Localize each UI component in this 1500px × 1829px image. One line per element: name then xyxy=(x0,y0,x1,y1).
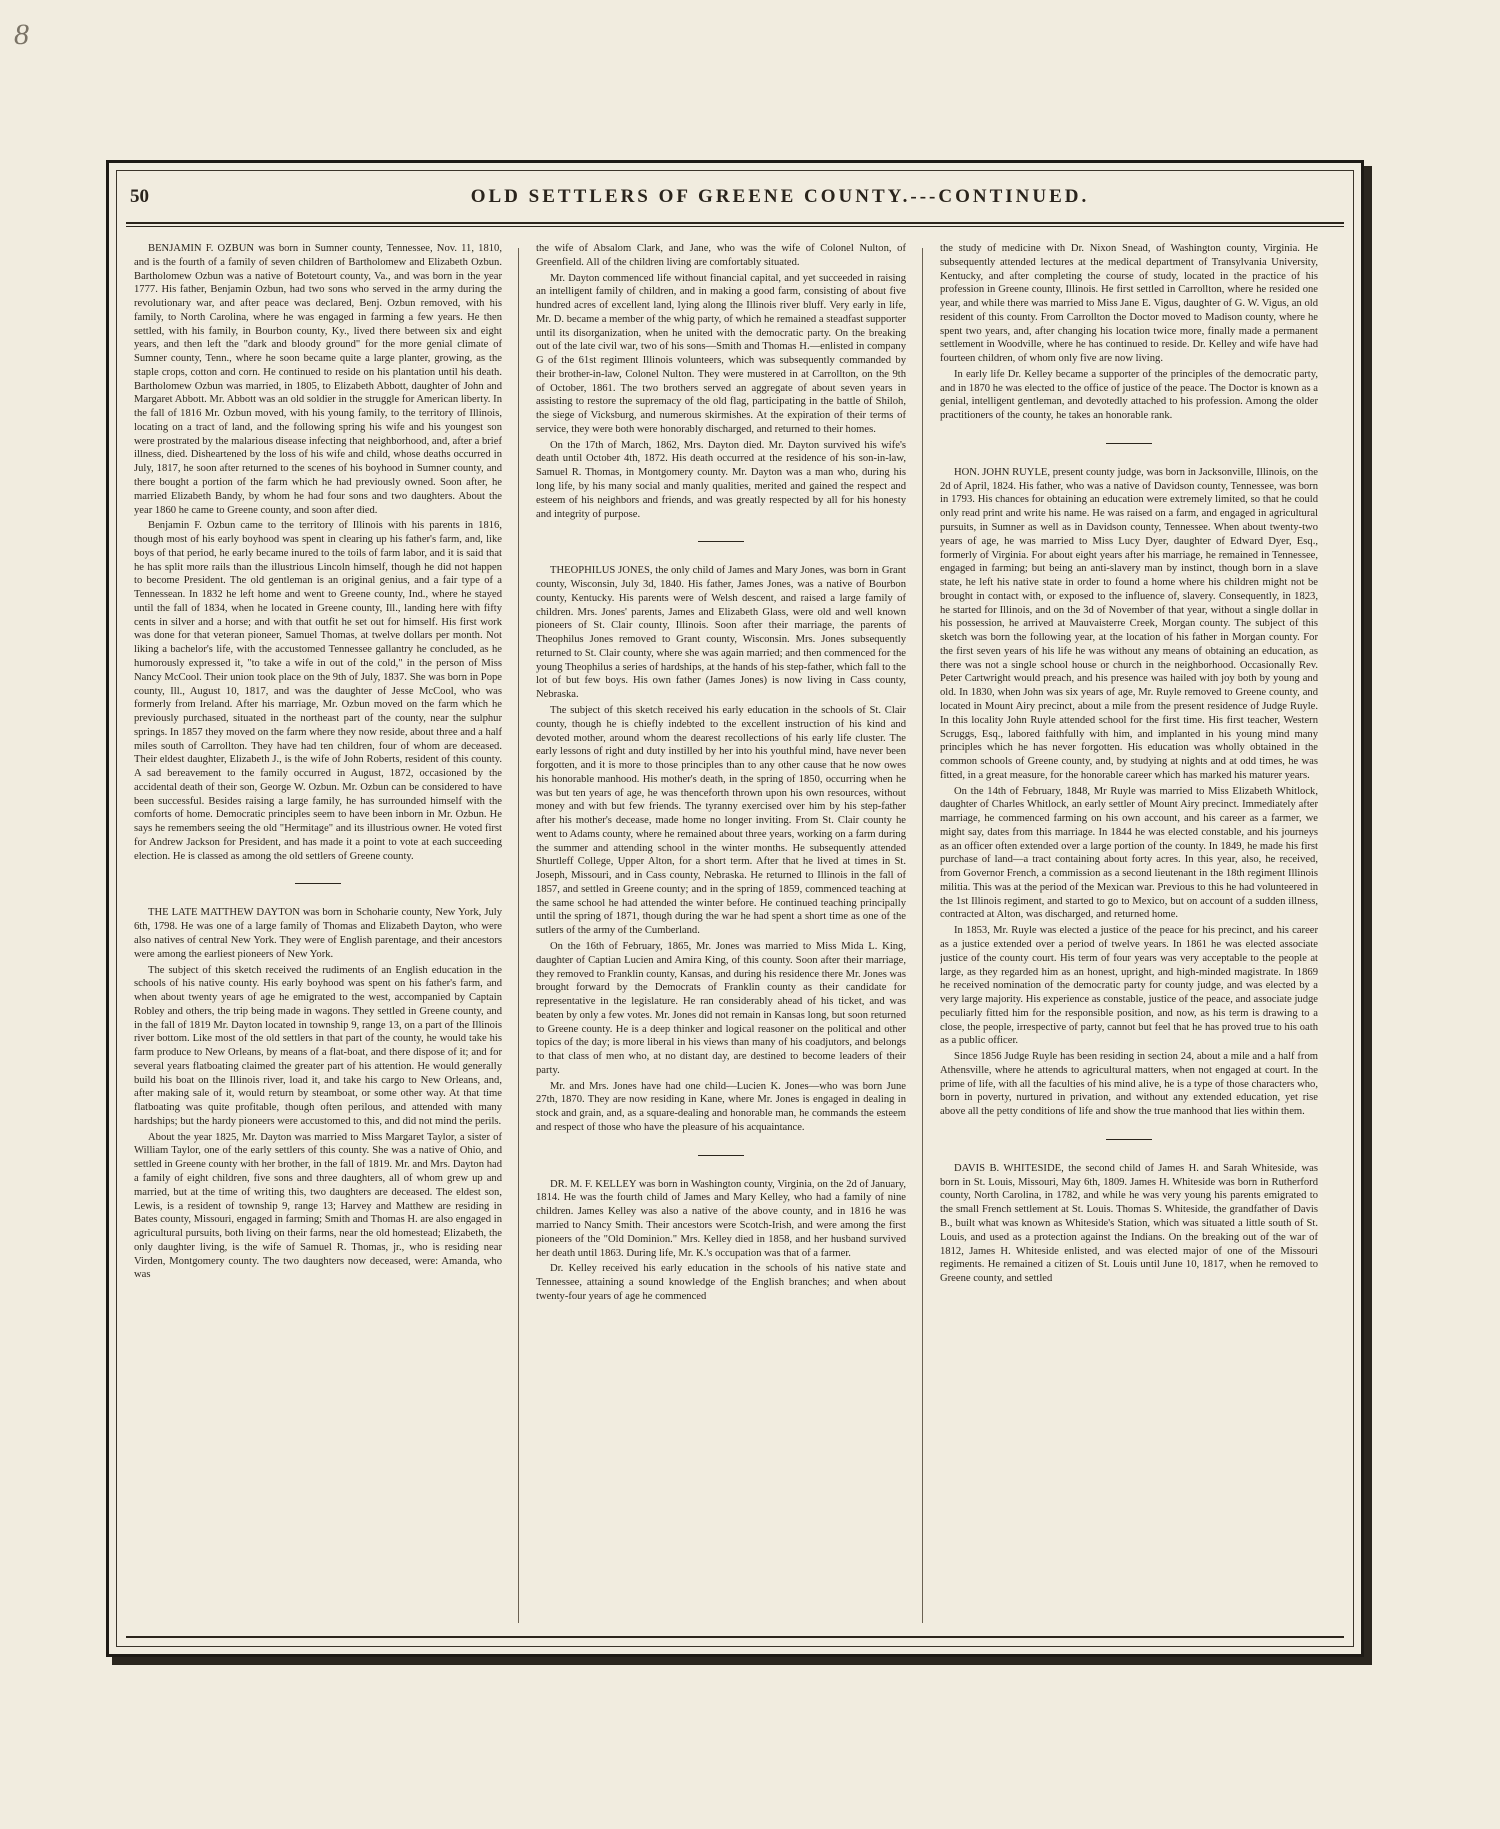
column-divider-2 xyxy=(922,248,923,1623)
article-separator xyxy=(1106,443,1152,444)
paragraph: The subject of this sketch received the rudiments of an English education in the schools of his native county. His early boyhood was spent on his father's farm, and when about twenty years of age he emigrated to the west, accompanied by Captain Robley and others, the trip being made in wagons. They settled in Greene county, and in the fall of 1819 Mr. Dayton located in township 9, range 13, on a part of the Illinois river bottom. Like most of the old settlers in that part of the county, he would take his farm produce to New Orleans, by means of a flat-boat, and there dispose of it; and for several years flatboating claimed the greater part of his attention. He would generally build his boat on the Illinois river, load it, and take his cargo to New Orleans, and, after making sale of it, would return by steamboat, or some other way. At that time flatboating was quite profitable, though often perilous, and attended with many hardships; but the hardy pioneers were accustomed to this, and did not mind the perils. xyxy=(134,964,502,1127)
paragraph: BENJAMIN F. OZBUN was born in Sumner county, Tennessee, Nov. 11, 1810, and is the fourth of a family of seven children of Bartholomew and Elizabeth Ozbun. Bartholomew Ozbun was a native of Botetourt county, Va., and was born in the year 1777. His father, Benjamin Ozbun, had two sons who served in the army during the revolutionary war, and after peace was declared, Benj. Ozbun removed, with his family, to North Carolina, where he was engaged in farming a few years. He then settled, with his family, in Bourbon county, Ky., lived there between six and eight years, and then left the "dark and bloody ground" for the more genial climate of Sumner county, Tenn., where he soon became quite a large planter, growing, as the staple crops, cotton and corn. He continued to reside on his plantation until his death. Bartholomew Ozbun was married, in 1805, to Elizabeth Abbott, daughter of John and Margaret Abbott. Mr. Abbott was an old soldier in the struggle for American liberty. In the fall of 1816 Mr. Ozbun moved, with his young family, to the territory of Illinois, locating on a tract of land, and the following spring his wife and his youngest son were prostrated by the malarious disease infecting that neighborhood, and, after a brief illness, died. Disheartened by the loss of his wife and child, whose deaths occurred in July, 1817, he soon after returned to the scenes of his boyhood in Sumner county, and there bought a portion of the farm which he had previously owned. Soon after, he married Elizabeth Bandy, by whom he had four sons and two daughters. About the year 1860 he came to Greene county, and soon after died. xyxy=(134,243,502,516)
page-title: OLD SETTLERS OF GREENE COUNTY.---CONTINUED. xyxy=(470,186,1090,207)
paragraph: On the 14th of February, 1848, Mr Ruyle was married to Miss Elizabeth Whitlock, daughter of Charles Whitlock, an early settler of Mount Airy precinct. Immediately after marriage, he commenced farming on his own account, and his career as a farmer, we might say, dates from this marriage. In 1844 he was elected constable, and his journeys as an officer often extended over a large portion of the county. In 1849, he made his first purchase of land—a tract containing about forty acres. In this year, also, he received, from Governor French, a commission as a second lieutenant in the 18th regiment Illinois militia. This was at the period of the Mexican war. Previous to this he had volunteered in the 1st Illinois regiment, and started to go to Mexico, but on account of a sudden illness, contracted at Alton, was discharged, and returned home. xyxy=(940,785,1318,921)
paragraph: HON. JOHN RUYLE, present county judge, was born in Jacksonville, Illinois, on the 2d of April, 1824. His father, who was a native of Davidson county, Tennessee, was born in 1793. His chances for obtaining an education were extremely limited, so that he could only read print and write his name. He was raised on a farm, and engaged in agricultural pursuits, in Sumner as well as in Davidson county, Tennessee. When about twenty-two years of age, he was married to Miss Lucy Dyer, daughter of Edward Dyer, Esq., formerly of Virginia. For about eight years after his marriage, he remained in Tennessee, engaged in farming; but being an anti-slavery man by instinct, though born in a slave state, he left his native state in order to found a home where his children might not be brought in contact with, or exposed to the influence of, slavery. Consequently, in 1823, he started for Illinois, and on the 3d of November of that year, without a single dollar in his possession, he arrived at Mauvaisterre Creek, Morgan county. The subject of this sketch was born the following year, at the location of his father in Morgan county. For the first seven years of his life he was without any means of obtaining an education, as there was not a single school house or church in the neighborhood. Occasionally Rev. Peter Cartwright would preach, and his presence was hailed with joy both by young and old. In 1830, when John was six years of age, Mr. Ruyle removed to Greene county, and located in Mount Airy precinct, about a mile from the present residence of Judge Ruyle. In this locality John Ruyle attended school for the first time. His first teacher, Western Scruggs, Esq., labored faithfully with him, and implanted in his young mind many principles which he has never forgotten. His education was wholly obtained in the common schools of Greene county, and, by studying at nights and at odd times, he was fitted, in a great measure, for the honorable career which has marked his maturer years. xyxy=(940,466,1318,781)
frame-shadow-right xyxy=(1364,166,1372,1663)
paragraph: THEOPHILUS JONES, the only child of James and Mary Jones, was born in Grant county, Wisconsin, July 3d, 1840. His father, James Jones, was a native of Bourbon county, Kentucky. His parents were of Welsh descent, and raised a large family of children. Mrs. Jones' parents, James and Elizabeth Glass, were old and well known pioneers of St. Clair county, Illinois. Soon after their marriage, the parents of Theophilus Jones removed to Grant county, Wisconsin. Mrs. Jones subsequently returned to St. Clair county, where she was again married; and then commenced for the young Theophilus a series of hardships, at the hands of his step-father, which fall to the lot of but few boys. His own father (James Jones) is now living in Cass county, Nebraska. xyxy=(536,565,906,701)
paragraph: In 1853, Mr. Ruyle was elected a justice of the peace for his precinct, and his career as a justice extended over a period of twelve years. In 1861 he was elected associate justice of the county court. His term of four years was very acceptable to the people at large, as they regarded him as an honest, upright, and high-minded magistrate. In 1869 he received nomination of the democratic party for county judge, and was elected by a very large majority. His experience as constable, justice of the peace, and associate judge peculiarly fitted him for the responsible position, and now, as his term is drawing to a close, the people, irrespective of party, cannot but feel that he has proved true to his oath as a public officer. xyxy=(940,925,1318,1047)
paragraph: THE LATE MATTHEW DAYTON was born in Schoharie county, New York, July 6th, 1798. He was one of a large family of Thomas and Elizabeth Dayton, who were also natives of central New York. They were of English parentage, and their ancestors were among the earliest pioneers of New York. xyxy=(134,907,502,960)
paragraph: Mr. Dayton commenced life without financial capital, and yet succeeded in raising an intelligent family of children, and in making a good farm, consisting of about five hundred acres of excellent land, lying along the Illinois river bluff. Very early in life, Mr. D. became a member of the whig party, of which he remained a steadfast supporter until its disorganization, when he united with the democratic party. On the breaking out of the late civil war, two of his sons—Smith and Thomas H.—enlisted in company G of the 61st regiment Illinois volunteers, which was subsequently commanded by their brother-in-law, Colonel Nulton. They were mustered in at Carrollton, on the 9th of October, 1861. The two brothers served an aggregate of about seven years in assisting to restore the supremacy of the old flag, participating in the battle of Shiloh, the siege of Vicksburg, and numerous skirmishes. At the expiration of their terms of service, they were both were honorably discharged, and returned to their homes. xyxy=(536,272,906,435)
frame-shadow-bottom xyxy=(112,1657,1372,1665)
paragraph: DR. M. F. KELLEY was born in Washington county, Virginia, on the 2d of January, 1814. He was the fourth child of James and Mary Kelley, who had a family of nine children. James Kelley was also a native of the above county, and in 1816 he was married to Nancy Smith. Their ancestors were Scotch-Irish, and were among the first pioneers of the "Old Dominion." Mrs. Kelley died in 1858, and her husband survived her death until 1863. During life, Mr. K.'s occupation was that of a farmer. xyxy=(536,1178,906,1259)
paragraph: the study of medicine with Dr. Nixon Snead, of Washington county, Virginia. He subsequently attended lectures at the medical department of Transylvania University, Kentucky, and after completing the course of study, located in the practice of his profession in Greene county, Illinois. He first settled in Carrollton, where he resided one year, and while there was married to Miss Jane E. Vigus, daughter of G. W. Vigus, an old resident of this county. From Carrollton the Doctor moved to Madison county, where he spent two years, and, after changing his location twice more, finally made a permanent settlement in Woodville, where he has continued to reside. Dr. Kelley and wife have had fourteen children, of whom only five are now living. xyxy=(940,243,1318,365)
paragraph: Benjamin F. Ozbun came to the territory of Illinois with his parents in 1816, though most of his early boyhood was spent in clearing up his father's farm, and, like boys of that period, he early became inured to the toils of farm labor, and it is said that he has split more rails than the illustrious Lincoln himself, though he did not happen to become President. The old gentleman is an original genius, and a fair type of a Tennessean. In 1832 he left home and went to Greene county, Ind., where he stayed until the fall of 1834, when he located in Greene county, Ill., landing here with fifty cents in silver and a horse; and with that outfit he set out for himself. His first work was done for that veteran pioneer, Samuel Thomas, at twelve dollars per month. Not liking a bachelor's life, with the accustomed Tennessee gallantry he concluded, as he humorously expressed it, "to take a wife in out of the cold," in the person of Miss Nancy McCool. Their union took place on the 9th of July, 1837. She was born in Pope county, Ill., August 10, 1817, and was the daughter of Jesse McCool, who was formerly from Ireland. After his marriage, Mr. Ozbun moved on the farm which he previously purchased, situated in the northeast part of the county, near the sulphur springs. In 1857 they moved on the farm where they now reside, about three and a half miles south of Carrollton. They have had ten children, four of whom are deceased. Their eldest daughter, Elizabeth J., is the wife of John Roberts, resident of this county. A sad bereavement to the family occurred in August, 1872, occasioned by the accidental death of their son, George W. Ozbun. Mr. Ozbun can be considered to have been successful. Besides raising a large family, he has surrounded himself with the comforts of home. Democratic principles seem to have been inborn in Mr. Ozbun. He says he remembers seeing the old "Hermitage" and its illustrious owner. He voted first for Andrew Jackson for President, and has made it a point to vote at each succeeding election. He is classed as among the old settlers of Greene county. xyxy=(134,520,502,862)
article-separator xyxy=(698,541,744,542)
article-separator xyxy=(1106,1139,1152,1140)
paragraph: Mr. and Mrs. Jones have had one child—Lucien K. Jones—who was born June 27th, 1870. They are now residing in Kane, where Mr. Jones is engaged in dealing in stock and grain, and, as a square-dealing and honorable man, he commands the esteem and respect of those who have the pleasure of his acquaintance. xyxy=(536,1080,906,1133)
paragraph: On the 16th of February, 1865, Mr. Jones was married to Miss Mida L. King, daughter of Captian Lucien and Amira King, of this county. Soon after their marriage, they removed to Franklin county, Kansas, and during his residence there Mr. Jones was brought forward by the Democrats of Franklin county as their candidate for representative in the legislature. He ran considerably ahead of his ticket, and was beaten by only a few votes. Mr. Jones did not remain in Kansas long, but soon returned to Greene county. He is a deep thinker and logical reasoner on the political and other topics of the day; is more liberal in his views than many of his coadjutors, and belongs to that class of men who, at no distant day, are destined to become leaders of their party. xyxy=(536,940,906,1076)
paragraph: On the 17th of March, 1862, Mrs. Dayton died. Mr. Dayton survived his wife's death until October 4th, 1872. His death occurred at the residence of his son-in-law, Samuel R. Thomas, in Montgomery county. Mr. Dayton was a man who, during his long life, by his many social and manly qualities, merited and gained the respect and esteem of his neighbors and friends, and was greatly respected by all for his honesty and integrity of purpose. xyxy=(536,439,906,520)
header-rule-secondary xyxy=(126,226,1344,227)
page-corner-mark: 8 xyxy=(14,18,29,51)
text-column-1 xyxy=(134,242,502,1627)
text-column-2 xyxy=(536,242,906,1627)
paragraph: About the year 1825, Mr. Dayton was married to Miss Margaret Taylor, a sister of William Taylor, one of the early settlers of this county. She was a native of Ohio, and settled in Greene county with her brother, in the fall of 1819. Mr. and Mrs. Dayton had a family of eight children, five sons and three daughters, all of whom grew up and married, but at the time of writing this, two daughters are deceased. The eldest son, Lewis, is a resident of township 9, range 13; Harvey and Matthew are residing in Bates county, Missouri, engaged in farming; Smith and Thomas H. are also engaged in agricultural pursuits, both living on their farms, near the old homestead; Elizabeth, the only daughter living, is the wife of Samuel R. Thomas, jr., who is residing near Virden, Montgomery county. The two daughters now deceased, were: Amanda, who was xyxy=(134,1131,502,1281)
article-separator xyxy=(295,883,341,884)
page-number: 50 xyxy=(130,186,149,207)
paragraph: Since 1856 Judge Ruyle has been residing in section 24, about a mile and a half from Athensville, where he attends to agricultural matters, when not engaged at court. In the prime of life, with all the faculties of his mind alive, he is a type of those characters who, born in poverty, nurtured in privation, and without any extended education, yet rise above all the petty conditions of life and show the true manhood that lies within them. xyxy=(940,1051,1318,1118)
paragraph: the wife of Absalom Clark, and Jane, who was the wife of Colonel Nulton, of Greenfield. All of the children living are comfortably situated. xyxy=(536,243,906,268)
footer-rule xyxy=(126,1636,1344,1638)
paragraph: DAVIS B. WHITESIDE, the second child of James H. and Sarah Whiteside, was born in St. Louis, Missouri, May 6th, 1809. James H. Whiteside was born in Rutherford county, North Carolina, in 1782, and while he was very young his parents emigrated to the small French settlement at St. Louis. Thomas S. Whiteside, the grandfather of Davis B., built what was known as Whiteside's Station, which was situated a little south of St. Louis, and used as a protection against the Indians. On the breaking out of the war of 1812, James H. Whiteside enlisted, and was elected major of one of the Missouri regiments. He remained a citizen of St. Louis until June 10, 1817, when he removed to Greene county, and settled xyxy=(940,1162,1318,1285)
paragraph: In early life Dr. Kelley became a supporter of the principles of the democratic party, and in 1870 he was elected to the office of justice of the peace. The Doctor is known as a genial, intelligent gentleman, and devotedly attached to his profession. Among the older practitioners of the county, he takes an honorable rank. xyxy=(940,368,1318,422)
text-column-3 xyxy=(940,242,1318,1627)
paragraph: Dr. Kelley received his early education in the schools of his native state and Tennessee, attaining a sound knowledge of the English branches; and when about twenty-four years of age he commenced xyxy=(536,1263,906,1302)
column-divider-1 xyxy=(518,248,519,1623)
article-separator xyxy=(698,1155,744,1156)
paragraph: The subject of this sketch received his early education in the schools of St. Clair county, though he is chiefly indebted to the excellent instruction of his kind and devoted mother, around whom the dearest recollections of his early life cluster. The early lessons of right and duty instilled by her into his youthful mind, have never been forgotten, and it is more to those principles than to any other cause that he now owes his honorable manhood. His mother's death, in the spring of 1850, occurring when he was but ten years of age, he was thenceforth thrown upon his own resources, without money and with but few friends. The tyranny exercised over him by his step-father after his mother's decease, made home no longer inviting. From St. Clair county he went to Adams county, where he remained about three years, working on a farm during the summer and attending school in the winter months. He subsequently attended Shurtleff College, Upper Alton, for a short term. After that he lived at times in St. Joseph, Missouri, and in Cass county, Nebraska. He returned to Illinois in the fall of 1857, and settled in Greene county; and in the spring of 1859, commenced teaching at the same school he had attended the winter before. He continued teaching principally until the spring of 1871, though during the war he had spent a short time as one of the sutlers of the army of the Cumberland. xyxy=(536,704,906,937)
header-rule xyxy=(126,222,1344,224)
